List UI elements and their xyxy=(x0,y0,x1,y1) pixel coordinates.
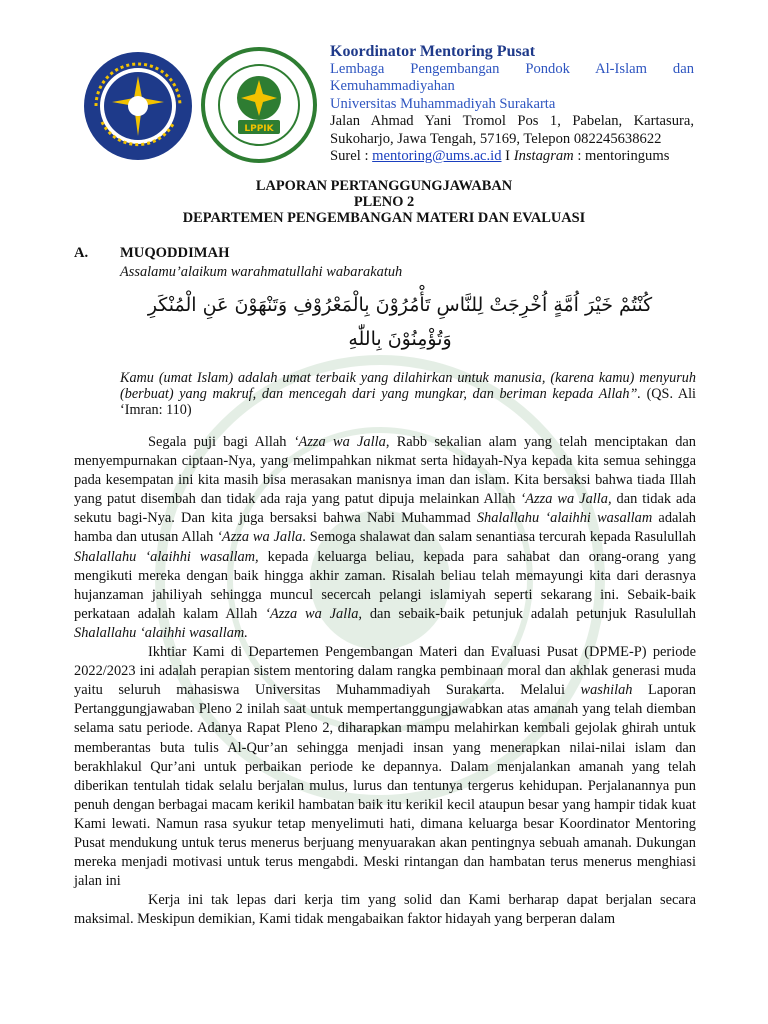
svg-text:LPPIK: LPPIK xyxy=(244,124,274,134)
section-title: MUQODDIMAH xyxy=(120,245,230,261)
verse-translation xyxy=(120,370,696,419)
letterhead xyxy=(330,42,694,165)
email-label: Surel : xyxy=(330,148,373,165)
section-heading xyxy=(74,245,229,262)
instagram-label: Instagram xyxy=(513,148,574,165)
arabic-line-1: كُنْتُمْ خَيْرَ اُمَّةٍ اُخْرِجَتْ لِلنَّاسِ تَأْمُرُوْنَ بِالْمَعْرُوْفِ وَتَنْهَوْنَ عَنِ الْمُنْكَرِ xyxy=(147,294,653,316)
paragraph-1: Segala puji bagi Allah ‘Azza wa Jalla, Rabb sekalian alam yang telah menciptakan dan menyempurnakan ciptaan-Nya, yang melimpahkan nikmat serta hidayah-Nya kepada kita semua sehingga pada kesempatan ini kita masih bisa merasakan manisnya iman dan islam. Kita bersaksi bahwa tiada Illah yang patut disembah dan tidak ada raja yang patut dipuja melainkan Allah ‘Azza wa Jalla, dan tidak ada sekutu bagi-Nya. Dan kita juga bersaksi bahwa Nabi Muhammad Shalallahu ‘alaihhi wasallam adalah hamba dan utusan Allah ‘Azza wa Jalla. Semoga shalawat dan salam senantiasa tercurah kepada Rasulullah Shalallahu ‘alaihhi wasallam, kepada keluarga beliau, kepada para sahabat dan orang-orang yang mengikuti mereka dengan baik hingga akhir zaman. Risalah beliau telah memayungi kita dari derasnya hujanzaman jahiliyah sehingga muncul secercah pelangi islamiyah seperti sekarang ini. Sebaik-baik perkataan adalah kalam Allah ‘Azza wa Jalla, dan sebaik-baik petunjuk adalah petunjuk Rasulullah Shalallahu ‘alaihhi wasallam. xyxy=(74,434,696,641)
email-link[interactable]: mentoring@ums.ac.id xyxy=(372,148,502,165)
report-title xyxy=(60,178,708,226)
org-name: Koordinator Mentoring Pusat xyxy=(330,43,536,60)
verse-source: (QS. Ali ‘Imran: 110) xyxy=(120,386,696,419)
greeting: Assalamu’alaikum warahmatullahi wabarakatuh xyxy=(120,264,403,280)
address: Jalan Ahmad Yani Tromol Pos 1, Pabelan, Kartasura, Sukoharjo, Jawa Tengah, 57169, Telepon 082245638622 xyxy=(330,113,694,147)
title-line-1: LAPORAN PERTANGGUNGJAWABAN xyxy=(255,178,513,194)
separator: I xyxy=(501,148,514,165)
contact-line xyxy=(330,148,694,165)
ums-logo-icon xyxy=(82,50,194,162)
paragraph-2: Ikhtiar Kami di Departemen Pengembangan Materi dan Evaluasi Pusat (DPME-P) periode 2022/2023 ini adalah perapian sistem mentoring dalam rangka pembinaan moral dan akhlak generasi muda yaitu seluruh mahasiswa Universitas Muhammadiyah Surakarta. Melalui washilah Laporan Pertanggungjawaban Pleno 2 inilah saat untuk mempertanggungjawabkan atas amanah yang telah diemban selama satu periode. Adanya Rapat Pleno 2, diharapkan mampu melahirkan kembali gejolak ghirah untuk memberantas buta tulis Al-Qur’an sehingga menjadi insan yang menerapkan nilai-nilai islam dan berakhlakul Qur’ani untuk perbaikan periode ke depannya. Dalam menjalankan amanah yang telah diberikan tentulah tidak selalu berjalan mulus, lurus dan tentunya tergerus kehidupan. Perjalanannya pun penuh dengan berbagai macam kerikil hambatan baik itu kerikil kecil ataupun besar yang hampir tidak kuat Kami lewati. Namun rasa syukur tetap menyelimuti hati, dimana keluarga besar Koordinator Mentoring Pusat mendukung untuk terus menerus berjuang menyuarakan akan pentingnya sebuah amanah. Dukungan mereka menjadi motivasi untuk terus mengabdi. Meski rintangan dan hambatan terus menerus menghiasi jalan ini xyxy=(74,644,696,890)
section-number: A. xyxy=(74,245,89,261)
title-line-2: PLENO 2 xyxy=(353,194,415,210)
university-name: Universitas Muhammadiyah Surakarta xyxy=(330,95,556,112)
translation-text: Kamu (umat Islam) adalah umat terbaik yang dilahirkan untuk manusia, (karena kamu) menyuruh (berbuat) yang makruf, dan mencegah dari yang mungkar, dan beriman kepada Allah”. xyxy=(120,370,696,403)
paragraph-3: Kerja ini tak lepas dari kerja tim yang solid dan Kami berharap dapat berjalan secara maksimal. Meskipun demikian, Kami tidak mengabaikan faktor hidayah yang berperan dalam xyxy=(74,892,696,928)
arabic-verse xyxy=(100,288,700,356)
instagram-value: : mentoringums xyxy=(573,148,670,165)
institution-name: Lembaga Pengembangan Pondok Al-Islam dan Kemuhammadiyahan xyxy=(330,61,694,95)
body-text xyxy=(74,433,696,929)
lppik-logo-icon xyxy=(200,46,318,164)
arabic-line-2: وَتُؤْمِنُوْنَ بِاللّٰهِ xyxy=(348,328,452,350)
title-line-3: DEPARTEMEN PENGEMBANGAN MATERI DAN EVALUASI xyxy=(182,210,586,226)
